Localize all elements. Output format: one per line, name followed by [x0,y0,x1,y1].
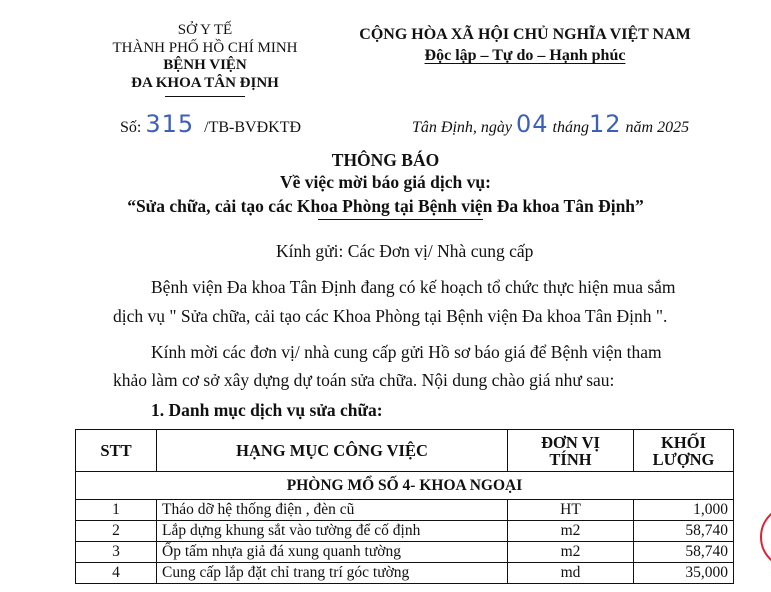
notice-title: THÔNG BÁO [331,150,440,170]
header-quantity [634,430,734,472]
header-stt: STT [76,430,157,472]
national-header [340,24,710,66]
paragraph-2-line-2: khảo làm cơ sở xây dựng dự toán sửa chữa. Nội dung chào giá như sau: [113,370,615,390]
row-task: Ốp tấm nhựa giả đá xung quanh tường [157,542,508,563]
date-month-handwritten: 12 [589,110,622,138]
table-row [76,521,734,542]
issuer-line-1: SỞ Y TẾ [177,22,233,38]
recipient-line: Kính gửi: Các Đơn vị/ Nhà cung cấp [276,241,534,261]
header-unit [508,430,634,472]
row-stt: 3 [76,542,157,563]
issuer-block [95,22,315,92]
document-date [412,110,689,138]
section-heading: 1. Danh mục dịch vụ sửa chữa: [151,400,383,420]
table-row [76,500,734,521]
paragraph-1-line-2: dịch vụ " Sửa chữa, cải tạo các Khoa Phòng tại Bệnh viện Đa khoa Tân Định ". [113,306,668,326]
official-stamp [760,505,771,569]
row-quantity: 35,000 [634,563,734,584]
date-place: Tân Định, ngày [412,119,512,136]
date-year: năm 2025 [625,119,690,136]
document-number-handwritten: 315 [145,110,195,138]
row-unit: m2 [508,521,634,542]
title-underline [318,219,483,220]
notice-subject: Về việc mời báo giá dịch vụ: [280,172,491,192]
service-table [75,429,734,584]
row-stt: 2 [76,521,157,542]
row-unit: m2 [508,542,634,563]
header-quantity-line-2: LƯỢNG [652,449,715,469]
row-quantity: 58,740 [634,542,734,563]
row-quantity: 58,740 [634,521,734,542]
header-quantity-line-1: KHỐI [661,432,706,452]
header-task: HẠNG MỤC CÔNG VIỆC [157,430,508,472]
document-number-prefix: Số: [120,119,142,136]
issuer-line-3: BỆNH VIỆN [163,57,247,73]
row-unit: md [508,563,634,584]
national-motto: Độc lập – Tự do – Hạnh phúc [424,47,626,64]
table-group-row [76,472,734,500]
header-unit-line-2: TÍNH [549,449,592,469]
table-row [76,563,734,584]
header-unit-line-1: ĐƠN VỊ [541,432,600,452]
issuer-underline [165,96,245,97]
row-unit: HT [508,500,634,521]
group-label: PHÒNG MỔ SỐ 4- KHOA NGOẠI [76,472,734,500]
row-task: Lắp dựng khung sắt vào tường để cố định [157,521,508,542]
issuer-line-2: THÀNH PHỐ HỒ CHÍ MINH [112,39,298,56]
paragraph-1-line-1: Bệnh viện Đa khoa Tân Định đang có kế hoạch tổ chức thực hiện mua sắm [151,277,676,297]
date-day-handwritten: 04 [516,110,549,138]
document-number-suffix: /TB-BVĐKTĐ [204,119,302,136]
date-month-label: tháng [552,119,589,136]
table-header-row [76,430,734,472]
row-quantity: 1,000 [634,500,734,521]
row-stt: 1 [76,500,157,521]
document-number [120,110,301,138]
notice-service-name: “Sửa chữa, cải tạo các Khoa Phòng tại Bệnh viện Đa khoa Tân Định” [127,196,644,216]
row-stt: 4 [76,563,157,584]
row-task: Cung cấp lắp đặt chỉ trang trí góc tường [157,563,508,584]
paragraph-2-line-1: Kính mời các đơn vị/ nhà cung cấp gửi Hồ sơ báo giá để Bệnh viện tham [151,342,662,362]
national-title: CỘNG HÒA XÃ HỘI CHỦ NGHĨA VIỆT NAM [359,26,691,43]
table-row [76,542,734,563]
row-task: Tháo dỡ hệ thống điện , đèn cũ [157,500,508,521]
issuer-line-4: ĐA KHOA TÂN ĐỊNH [131,74,279,91]
